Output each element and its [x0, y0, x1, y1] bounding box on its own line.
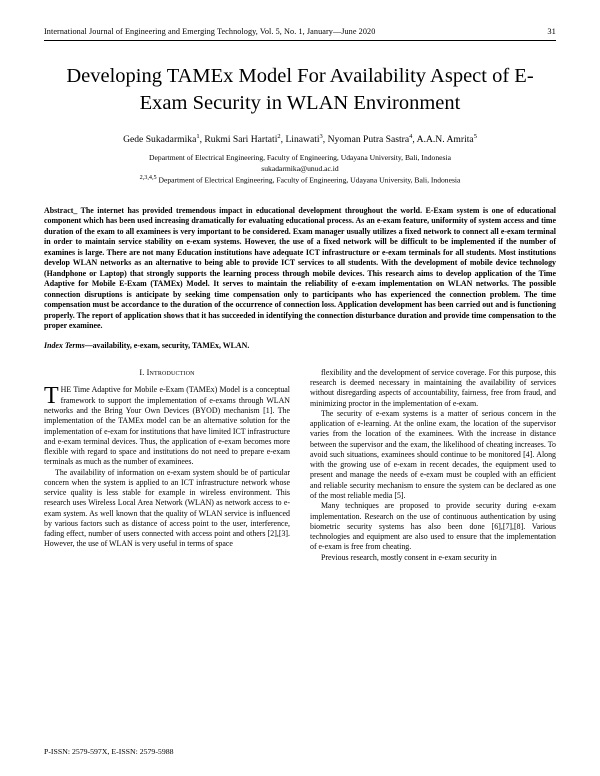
abstract-label: Abstract_: [44, 205, 78, 215]
page-title: Developing TAMEx Model For Availability Aspect of E-Exam Security in WLAN Environment: [66, 65, 534, 115]
column-right: [310, 368, 556, 668]
index-terms-text: —availability, e-exam, security, TAMEx, WLAN.: [84, 340, 250, 350]
abstract-text: The internet has provided tremendous impact in educational development throughout the world. E-Exam system is one of educational component which has been used increasing dramatically for evaluating educational process. As an e-exam feature, uniformity of system access and time duration of the exam to all examinees is very important to be considered. Exam manager usually utilizes a fixed network to connect all e-exam terminal in order to maintain service stability on e-exam systems. However, the use of a fixed network will be difficult to be implemented if the number of examines is large. There are not many Education institutions have adequate ICT infrastructure or e-exam terminals for all students. Most institutions develop WLAN networks as an alternative to being able to provide ICT services to all students. With the development of mobile device technology (Handphone or Laptop) that strongly supports the learning process through mobile devices. This research aims to develop application of the Time Adaptive for Mobile E-Exam (TAMEx) Model. It serves to maintain the reliability of e-exam implementation on WLAN networks. The possible connection disruptions is anticipate by seeking time compensation only to participants who has experienced the connection problem. The time compensation must be accordance to the duration of the occurrence of connection loss. Application development has been carried out and is functioning properly. The report of application shows that it has succeeded in identifying the connection disturbance duration and provide time compensation to the proper examinee.: [44, 205, 556, 331]
paragraph: The security of e-exam systems is a matter of serious concern in the application of e-learning. At the online exam, the location of the supervisor varies from the location of the examinees. With the increase in distance between the supervisor and the exam, the likelihood of cheating increases. To avoid such situations, examinees should continue to be monitored [4]. Along with the growing use of e-exam in recent decades, the equipment used to present and manage the needs of e-exam must be coupled with an efficient and reliable security mechanism to ensure the system can be declared as one of the most reliable media [5].: [310, 408, 556, 500]
affiliation-block: [44, 152, 556, 186]
affiliation-line-2: [44, 174, 556, 186]
index-terms: [44, 341, 556, 350]
abstract-block: [44, 206, 556, 332]
paragraph: flexibility and the development of service coverage. For this purpose, this research is deemed necessary in maintaining the availability of services without disregarding aspects of accountability, fairness, free from fraud, and minimizing proctor in the implementation of e-exam.: [310, 367, 556, 408]
index-terms-label: Index Terms: [44, 340, 85, 350]
journal-citation: International Journal of Engineering and Emerging Technology, Vol. 5, No. 1, January—June 2020: [44, 27, 376, 36]
paragraph: Many techniques are proposed to provide security during e-exam implementation. Research on the use of continuous authentication by using biometric security systems has also been done [6],[7],[8]. Various technologies and equipment are also used to ensure that the implementation of e-exam is free from cheating.: [310, 501, 556, 552]
body-columns: [44, 368, 556, 668]
paragraph-text: HE Time Adaptive for Mobile e-Exam (TAMEx) Model is a conceptual framework to support the implementation of e-exams through WLAN networks and the Bring Your Own Devices (BYOD) mechanism [1]. The implementation of the TAMEx model can be an alternative solution for the implementation of e-exam for institutions that have limited ICT infrastructure and e-exam terminal devices. Thus, the application of e-exam becomes more flexible with regard to space and institutions do not need to prepare e-exam terminals as much as the number of examinees.: [44, 385, 290, 467]
paragraph: Previous research, mostly consent in e-exam security in: [321, 552, 497, 562]
affiliation-superscript: 2,3,4,5: [139, 174, 157, 182]
author-list: Gede Sukadarmika$^1$, Rukmi Sari Hartati$^2$, Linawati$^3$, Nyoman Putra Sastra$^4$, A.A.N. Amrita$^5$: [123, 133, 477, 146]
page-number: 31: [547, 26, 556, 36]
section-number: I.: [139, 367, 145, 377]
footer-issn: P-ISSN: 2579-597X, E-ISSN: 2579-5988: [44, 747, 174, 756]
author-email: sukadarmika@unud.ac.id: [261, 164, 339, 174]
column-left: [44, 368, 290, 668]
section-heading: [44, 368, 290, 379]
section-title: Introduction: [146, 367, 195, 377]
affiliation-line-1: Department of Electrical Engineering, Faculty of Engineering, Udayana University, Bali, Indonesia: [149, 153, 451, 163]
affiliation-line-2-text: Department of Electrical Engineering, Faculty of Engineering, Udayana University, Bali, Indonesia: [156, 175, 461, 185]
drop-cap: T: [44, 383, 59, 410]
paragraph: [44, 385, 290, 467]
header-divider: [44, 40, 556, 41]
paragraph: The availability of information on e-exam system should be of particular concern when the system is applied to an ICT infrastructure network whose service quality is less stable for example in wireless environment. This research uses Wireless Local Area Network (WLAN) as network access to e-exam system. As well known that the quality of WLAN service is influenced by various factors such as distance of access point to the user, interference, fading effect, number of users connected with access point and others [2],[3]. However, the use of WLAN is very useful in terms of space: [44, 467, 290, 549]
running-head: [44, 26, 556, 40]
